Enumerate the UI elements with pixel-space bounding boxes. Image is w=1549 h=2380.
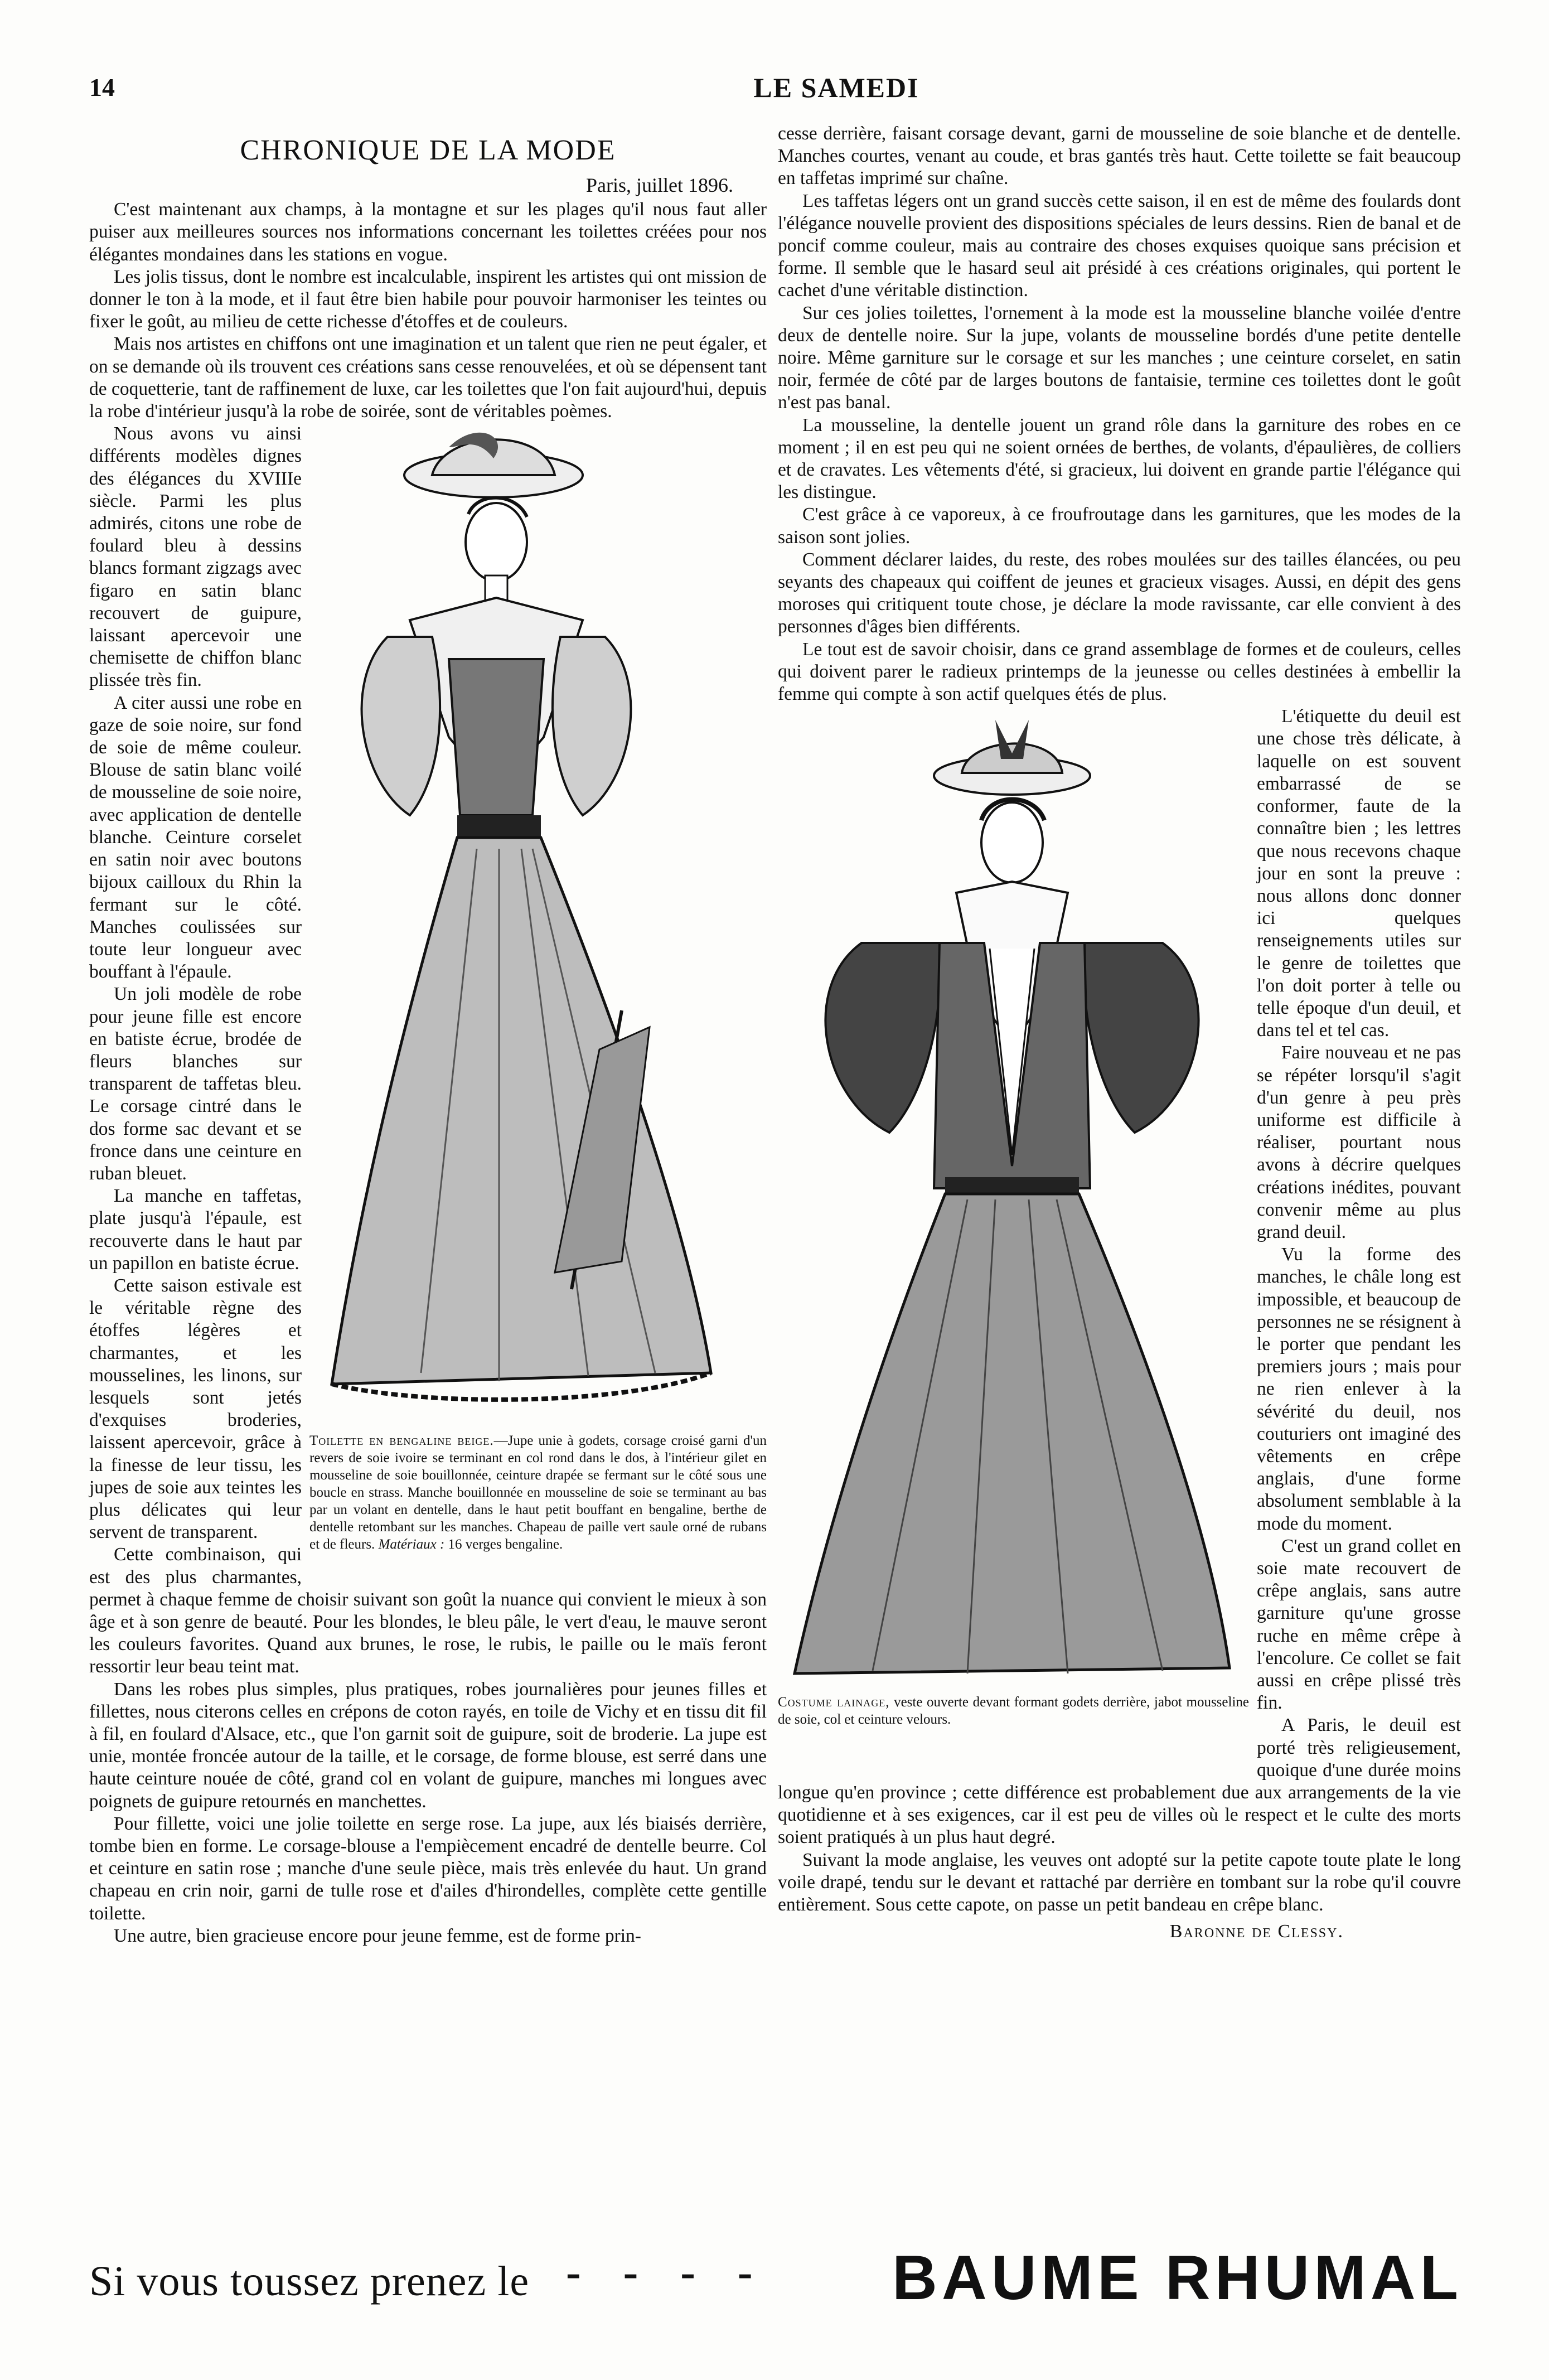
paragraph: Vu la forme des manches, le châle long est impossible, et beaucoup de personnes ne se résignent à le porter que pendant les premiers jours ; mais pour ne rien enlever à la sévérité du deuil, nos couturiers ont imaginé des vêtements en crêpe anglais, d'une forme absolument semblable à la mode du moment. bbox=[1257, 1244, 1461, 1534]
caption-label: Costume lainage, bbox=[778, 1695, 890, 1710]
caption-materials-label: Matériaux : bbox=[378, 1537, 445, 1552]
figure-caption-left bbox=[309, 1432, 767, 1553]
advert-dashes: - - - - bbox=[566, 2248, 768, 2297]
figure-bengaline-dress bbox=[309, 425, 767, 1563]
paragraph: Comment déclarer laides, du reste, des robes moulées sur des tailles élancées, ou peu seyants des chapeaux qui coiffent de jeunes et gracieux visages. Aussi, en dépit des gens moroses qui critiquent toute chose, je déclare la mode ravissante, car elle convient à des personnes d'âges bien différents. bbox=[778, 549, 1461, 637]
advert-brand: BAUME RHUMAL bbox=[892, 2243, 1463, 2313]
paragraph: Un joli modèle de robe pour jeune fille est encore en batiste écrue, brodée de fleurs blanches sur transparent de taffetas bleu. Le corsage cintré dans le dos forme sac devant et se fronce dans une ceinture en ruban bleuet. bbox=[89, 984, 302, 1184]
paragraph: Une autre, bien gracieuse encore pour jeune femme, est de forme prin- bbox=[114, 1925, 641, 1946]
paragraph: Suivant la mode anglaise, les veuves ont adopté sur la petite capote toute plate le long voile drapé, tendu sur le devant et rattaché par derrière en tombant sur la robe qu'il couvre entièrement. Sous cette capote, on passe un petit bandeau en crêpe blanc. bbox=[778, 1849, 1461, 1915]
paragraph: C'est un grand collet en soie mate recouvert de crêpe anglais, sans autre garniture qu'une grosse ruche en même crêpe à l'encolure. Ce collet se fait aussi en crêpe plissé très fin. bbox=[1257, 1535, 1461, 1714]
figure-lainage-costume bbox=[778, 709, 1249, 1768]
paragraph: Le tout est de savoir choisir, dans ce grand assemblage de formes et de couleurs, celles qui doivent parer le radieux printemps de la jeunesse ou celles destinées à embellir la femme qui compte à son actif quelques étés de plus. bbox=[778, 638, 1461, 705]
caption-label: Toilette en bengaline beige. bbox=[309, 1433, 494, 1449]
author-signature: Baronne de Clessy. bbox=[1169, 1921, 1344, 1942]
paragraph: C'est maintenant aux champs, à la montagne et sur les plages qu'il nous faut aller puiser aux meilleures sources nos informations concernant les toilettes créées pour nos élégantes mondaines dans les stations en vogue. bbox=[89, 199, 767, 265]
caption-materials: 16 verges bengaline. bbox=[444, 1537, 563, 1552]
caption-text: veste ouverte devant formant godets derrière, jabot mousseline de soie, col et ceinture velours. bbox=[778, 1695, 1249, 1728]
paragraph: Les jolis tissus, dont le nombre est incalculable, inspirent les artistes qui ont mission de donner le ton à la mode, et il faut être bien habile pour pouvoir harmoniser les teintes ou fixer le goût, au milieu de cette richesse d'étoffes et de couleurs. bbox=[89, 266, 767, 332]
paragraph: Sur ces jolies toilettes, l'ornement à la mode est la mousseline blanche voilée d'entre deux de dentelle noire. Sur la jupe, volants de mousseline bordés d'une petite dentelle noire. Même garniture sur le corsage et sur les manches ; une ceinture corselet, en satin noir, fermée de côté par de larges boutons de fantaisie, termine ces toilettes dont le goût n'est pas banal. bbox=[778, 302, 1461, 413]
paragraph: La mousseline, la dentelle jouent un grand rôle dans la garniture des robes en ce moment ; il en est peu qui ne soient ornées de berthes, de volants, d'épaulières, de colliers et de cravates. Les vêtements d'été, si gracieux, lui doivent en grande partie l'élégance qui les distingue. bbox=[778, 414, 1461, 503]
paragraph: Mais nos artistes en chiffons ont une imagination et un talent que rien ne peut égaler, et on se demande où ils trouvent ces créations sans cesse renouvelées, et où se dépensent tant de coquetterie, tant de raffinement de luxe, car les toilettes que l'on fait aujourd'hui, depuis la robe d'intérieur jusqu'à la robe de soirée, sont de véritables poèmes. bbox=[89, 333, 767, 422]
dateline: Paris, juillet 1896. bbox=[586, 174, 733, 196]
page-number: 14 bbox=[89, 73, 115, 101]
paragraph: Cette combinaison, qui est des plus charmantes, permet à chaque femme de choisir suivant son goût la nuance qui convient le mieux à son âge et à son genre de beauté. Pour les blondes, le bleu pâle, le vert d'eau, le mauve seront les couleurs favorites. Quand aux brunes, le rose, le rubis, le paille ou le maïs feront ressortir leur beau teint mat. bbox=[89, 1544, 767, 1677]
paragraph: Les taffetas légers ont un grand succès cette saison, il en est de même des foulards dont l'élégance nouvelle provient des dispositions spéciales de leurs dessins. Rien de banal et de poncif comme couleur, mais au contraire des choses exquises quoique sans précision et forme. Il semble que le hasard seul ait présidé à ces créations originales, qui portent le cachet d'une véritable distinction. bbox=[778, 190, 1461, 301]
paragraph: Dans les robes plus simples, plus pratiques, robes journalières pour jeunes filles et fillettes, nous citerons celles en crépons de coton rayés, en toile de Vichy et en tissu dit fil à fil, en foulard d'Alsace, etc., que l'on garnit soit de guipure, soit de broderie. La jupe est unie, montée froncée autour de la taille, et le corsage, de forme blouse, est serré dans une haute ceinture nouée de côté, grand col en volant de guipure, manches mi longues avec poignets de guipure retournés en manchettes. bbox=[89, 1678, 767, 1812]
right-column bbox=[778, 123, 1461, 1943]
advert-text: Si vous toussez prenez le bbox=[89, 2258, 530, 2305]
caption-text: —Jupe unie à godets, corsage croisé garni d'un revers de soie ivoire se terminant en col rond dans le dos, à l'intérieur gilet en mousseline de soie bouillonnée, ceinture drapée se fermant sur le côté sous une boucle en strass. Manche bouillonnée en mousseline de soie se terminant au bas par un volant en dentelle, dans le haut petit bouffant en bengaline, berthe de dentelle retombant sur les manches. Chapeau de paille vert saule orné de rubans et de fleurs. bbox=[309, 1433, 767, 1552]
paragraph: cesse derrière, faisant corsage devant, garni de mousseline de soie blanche et de dentelle. Manches courtes, venant au coude, et bras gantés très haut. Cette toilette se fait beaucoup en taffetas imprimé sur chaîne. bbox=[778, 123, 1461, 189]
paragraph: C'est grâce à ce vaporeux, à ce froufroutage dans les garnitures, que les modes de la saison sont jolies. bbox=[778, 504, 1461, 548]
journal-title: LE SAMEDI bbox=[753, 72, 919, 103]
dress-illustration-left bbox=[309, 425, 767, 1429]
dress-illustration-right bbox=[778, 709, 1249, 1690]
paragraph: Faire nouveau et ne pas se répéter lorsqu'il s'agit d'un genre à peu près uniforme est difficile à réaliser, pourtant nous avons à décrire quelques créations inédites, pouvant convenir même au plus grand deuil. bbox=[1257, 1042, 1461, 1242]
paragraph: A Paris, le deuil est porté très religieusement, quoique d'une durée moins longue qu'en province ; cette différence est probablement due aux arrangements de la vie quotidienne et à ses exigences, car il est peu de villes où le respect et le culte des morts soient pratiqués à un plus haut degré. bbox=[778, 1715, 1461, 1848]
paragraph: Nous avons vu ainsi différents modèles dignes des élégances du XVIIIe siècle. Parmi les plus admirés, citons une robe de foulard bleu à dessins blancs formant zigzags avec figaro en satin blanc recouvert de guipure, laissant apercevoir une chemisette de chiffon blanc plissée très fin. bbox=[89, 423, 302, 691]
paragraph: L'étiquette du deuil est une chose très délicate, à laquelle on est souvent embarrassé de se conformer, faute de la connaître bien ; les lettres que nous recevons chaque jour en sont la preuve : nous allons donc donner ici quelques renseignements utiles sur le genre de toilettes que l'on doit porter à telle ou telle époque d'un deuil, et dans tel et tel cas. bbox=[1257, 706, 1461, 1041]
figure-caption-right bbox=[778, 1694, 1249, 1728]
left-column bbox=[89, 123, 767, 1947]
paragraph: A citer aussi une robe en gaze de soie noire, sur fond de soie de même couleur. Blouse de satin blanc voilé de mousseline de soie noire, avec application de dentelle blanche. Ceinture corselet en satin noir avec boutons bijoux cailloux du Rhin la fermant sur le côté. Manches coulissées sur toute leur longueur avec bouffant à l'épaule. bbox=[89, 692, 302, 983]
paragraph: La manche en taffetas, plate jusqu'à l'épaule, est recouverte dans le haut par un papillon en batiste écrue. bbox=[89, 1186, 302, 1274]
article-title: CHRONIQUE DE LA MODE bbox=[240, 134, 616, 166]
paragraph: Cette saison estivale est le véritable règne des étoffes légères et charmantes, et les mousselines, les linons, sur lesquels sont jetés d'exquises broderies, laissent apercevoir, grâce à la finesse de leur tissu, les jupes de soie aux teintes les plus délicates qui leur servent de transparent. bbox=[89, 1275, 302, 1543]
paragraph: Pour fillette, voici une jolie toilette en serge rose. La jupe, aux lés biaisés derrière, tombe bien en forme. Le corsage-blouse a l'empiècement encadré de dentelle beurre. Col et ceinture en satin rose ; manche d'une seule pièce, mais très enlevée du haut. Un grand chapeau en crin noir, garni de tulle rose et d'ailes d'hirondelles, complète cette gentille toilette. bbox=[89, 1813, 767, 1924]
